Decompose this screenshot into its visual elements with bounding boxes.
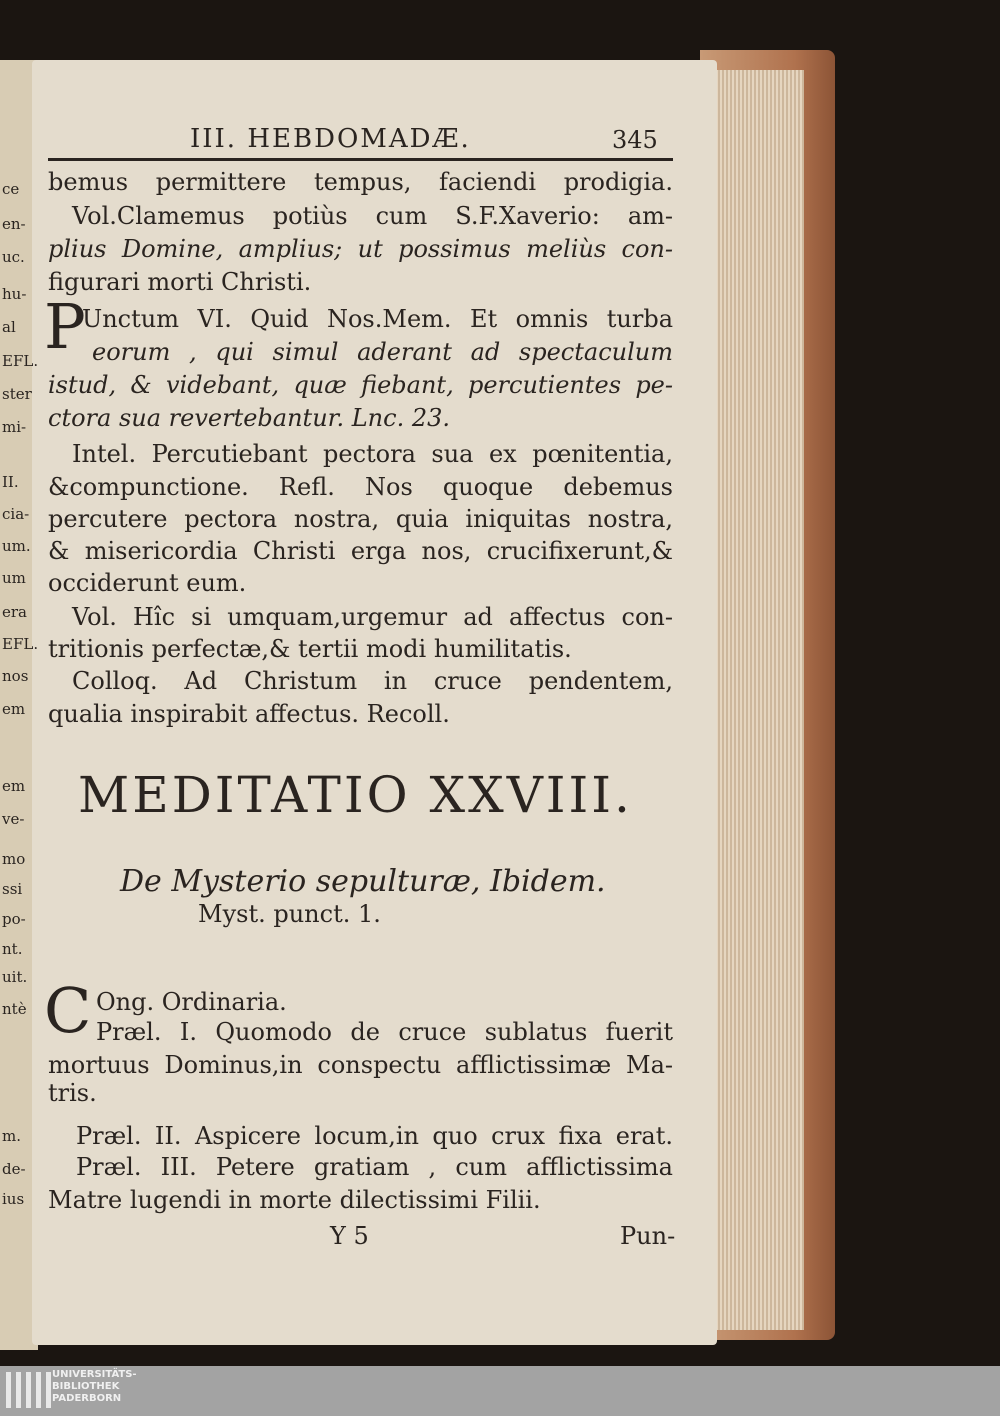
text-line: occiderunt eum. <box>48 569 247 597</box>
facing-page-fragment: um. <box>2 537 31 555</box>
facing-page-fragment: m. <box>2 1127 21 1145</box>
facing-page-fragment: em <box>2 777 26 795</box>
facing-page-fragment: ntè <box>2 1000 27 1018</box>
text-line: plius Domine, amplius; ut possimus meliùs con- <box>48 235 673 263</box>
facing-page-fragment: mi- <box>2 418 27 436</box>
text-line: tris. <box>48 1079 97 1107</box>
facing-page-fragment: nos <box>2 667 29 685</box>
facing-page-fragment: ius <box>2 1190 25 1208</box>
text-line: istud, & videbant, quæ fiebant, percutientes pe- <box>48 371 673 399</box>
library-name-line: BIBLIOTHEK <box>52 1381 120 1392</box>
text-line: Præl. II. Aspicere locum,in quo crux fixa erat. <box>76 1122 673 1150</box>
library-footer-bar <box>0 1366 1000 1416</box>
facing-page-fragment: uc. <box>2 248 25 266</box>
library-name-line: UNIVERSITÄTS- <box>52 1369 137 1380</box>
facing-page-fragment: de- <box>2 1160 26 1178</box>
facing-page-fragment: em <box>2 700 26 718</box>
drop-cap: P <box>44 290 86 363</box>
catchword: Pun- <box>620 1222 676 1250</box>
text-line: percutere pectora nostra, quia iniquitas nostra, <box>48 505 673 533</box>
facing-page-fragment: um <box>2 569 26 587</box>
drop-cap: C <box>44 974 92 1047</box>
library-logo-icon <box>6 1372 51 1408</box>
text-line: & misericordia Christi erga nos, crucifixerunt,& <box>48 537 673 565</box>
facing-page-fragment: hu- <box>2 285 27 303</box>
text-line: Præl. I. Quomodo de cruce sublatus fuerit <box>96 1018 673 1046</box>
signature-mark: Y 5 <box>330 1222 369 1250</box>
text-line: ctora sua revertebantur. Lnc. 23. <box>48 404 450 432</box>
text-line: Intel. Percutiebant pectora sua ex pœnitentia, <box>72 440 673 468</box>
facing-page-fragment: nt. <box>2 940 23 958</box>
facing-page-fragment: uit. <box>2 968 28 986</box>
page-number: 345 <box>612 126 658 154</box>
meditation-subtitle: De Mysterio sepulturæ, Ibidem. <box>120 864 606 899</box>
text-line: Matre lugendi in morte dilectissimi Filii. <box>48 1186 541 1214</box>
facing-page-fragment: mo <box>2 850 26 868</box>
text-line: Colloq. Ad Christum in cruce pendentem, <box>72 667 673 695</box>
text-line: bemus permittere tempus, faciendi prodigia. <box>48 168 673 196</box>
text-line: eorum , qui simul aderant ad spectaculum <box>92 338 673 366</box>
running-title: III. HEBDOMADÆ. <box>190 124 471 154</box>
mystery-point: Myst. punct. 1. <box>198 900 381 928</box>
text-line: Ong. Ordinaria. <box>96 988 287 1016</box>
facing-page-fragment: cia- <box>2 505 30 523</box>
meditation-title: MEDITATIO XXVIII. <box>78 766 633 824</box>
library-name-line: PADERBORN <box>52 1393 122 1404</box>
text-line: figurari morti Christi. <box>48 268 312 296</box>
facing-page-fragment: ce <box>2 180 20 198</box>
library-name <box>52 1369 137 1405</box>
text-line: Unctum VI. Quid Nos.Mem. Et omnis turba <box>82 305 673 333</box>
facing-page-fragment: en- <box>2 215 26 233</box>
facing-page-fragment: po- <box>2 910 26 928</box>
facing-page-fragment: ssi <box>2 880 23 898</box>
header-rule <box>48 158 673 161</box>
text-line: &compunctione. Refl. Nos quoque debemus <box>48 473 673 501</box>
facing-page-fragment: EFL. <box>2 635 39 653</box>
text-line: tritionis perfectæ,& tertii modi humilitatis. <box>48 635 572 663</box>
facing-page-fragment: ve- <box>2 810 25 828</box>
facing-page-fragment: al <box>2 318 16 336</box>
text-line: Vol.Clamemus potiùs cum S.F.Xaverio: am- <box>72 202 673 230</box>
page-edges <box>712 70 804 1330</box>
facing-page-fragment: EFL. <box>2 352 39 370</box>
text-line: Præl. III. Petere gratiam , cum afflictissima <box>76 1153 673 1181</box>
text-line: mortuus Dominus,in conspectu afflictissimæ Ma- <box>48 1051 673 1079</box>
facing-page-fragment: era <box>2 603 27 621</box>
text-line: qualia inspirabit affectus. Recoll. <box>48 700 450 728</box>
facing-page-fragment: II. <box>2 473 19 491</box>
facing-page-fragment: ster <box>2 385 32 403</box>
text-line: Vol. Hîc si umquam,urgemur ad affectus con- <box>72 603 673 631</box>
